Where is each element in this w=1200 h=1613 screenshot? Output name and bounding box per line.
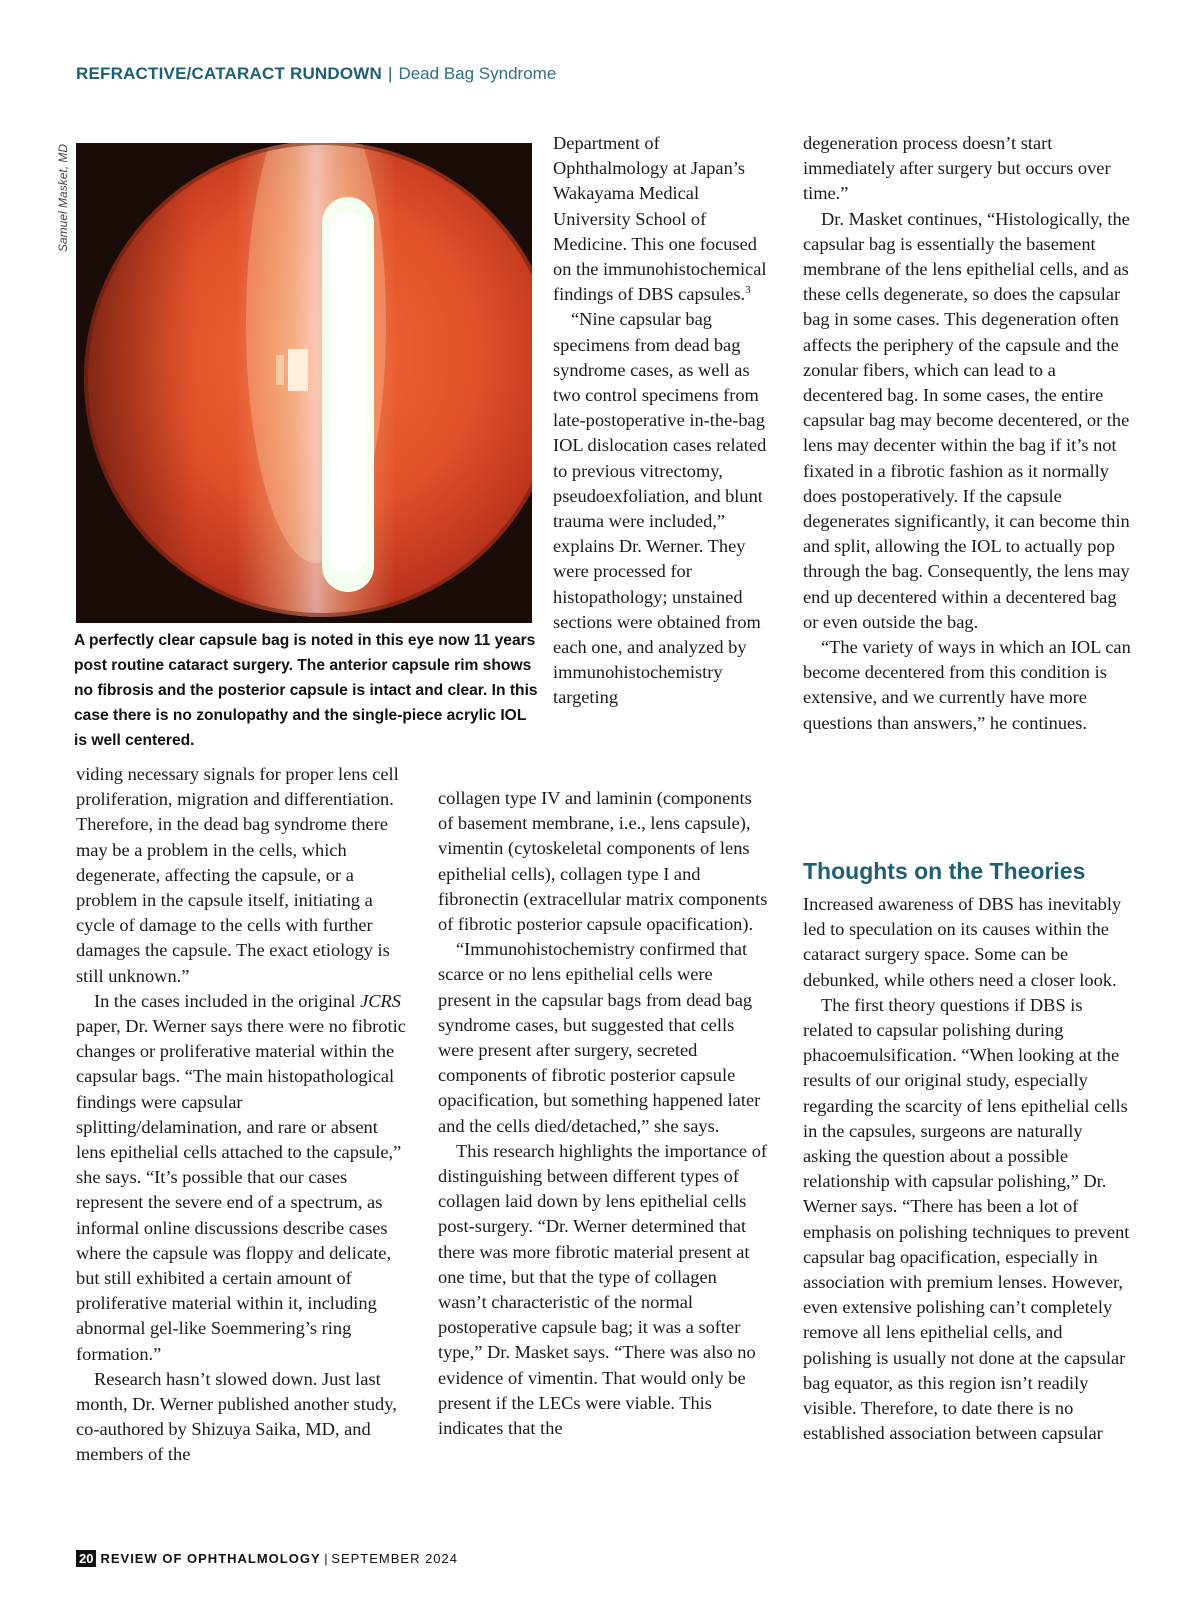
- journal-name: JCRS: [360, 990, 401, 1011]
- footer-separator: |: [324, 1551, 328, 1566]
- page-footer: [76, 1550, 458, 1567]
- paragraph: The first theory questions if DBS is related to capsular polishing during phacoemulsification. “When looking at the results of our original study, especially regarding the scarcity of lens epithelial cells in the capsules, surgeons are naturally asking the question about a possible relationship with capsular polishing,” Dr. Werner says. “There has been a lot of emphasis on polishing techniques to prevent capsular bag opacification, especially in association with premium lenses. However, even extensive polishing can’t completely remove all lens epithelial cells, and polishing is usually not done at the capsular bag equator, as this region isn’t readily visible. Therefore, to date there is no established association between capsular: [803, 994, 1130, 1444]
- paragraph: “The variety of ways in which an IOL can become decentered from this condition is extensive, and we currently have more questions than answers,” he continues.: [803, 637, 1131, 733]
- subheading: Thoughts on the Theories: [803, 858, 1086, 884]
- header-separator: |: [388, 64, 393, 83]
- text-run: paper, Dr. Werner says there were no fibrotic changes or proliferative material within the capsular bags. “The main histopathological findings were capsular splitting/delamination, and rare or absent lens epithelial cells attached to the capsule,” she says. “It’s possible that our cases represent the severe end of a spectrum, as informal online discussions describe cases where the capsule was floppy and delicate, but still exhibited a certain amount of proliferative material within it, including abnormal gel-like Soemmering’s ring formation.”: [76, 1016, 406, 1364]
- column-2-top: [553, 131, 768, 711]
- paragraph: collagen type IV and laminin (components of basement membrane, i.e., lens capsule), vimentin (cytoskeletal components of lens epithelial cells), collagen type I and fibronectin (extracellular matrix components of fibrotic posterior capsule opacification).: [438, 788, 768, 935]
- column-1: [76, 762, 406, 1468]
- article-topic: Dead Bag Syndrome: [398, 64, 557, 83]
- section-title: REFRACTIVE/CATARACT RUNDOWN: [76, 64, 383, 83]
- column-3-bottom: [803, 892, 1133, 1446]
- paragraph: [553, 131, 768, 307]
- photo-credit: Samuel Masket, MD: [56, 143, 70, 252]
- paragraph: Dr. Masket continues, “Histologically, the capsular bag is essentially the basement membrane of the lens epithelial cells, and as these cells degenerate, so does the capsular bag in some cases. This degeneration often affects the periphery of the capsule and the zonular fibers, which can lead to a decentered bag. In some cases, the entire capsular bag may become decentered, or the lens may decenter within the bag if it’s not fixated in a fibrotic fashion as it normally does postoperatively. If the capsule degenerates significantly, it can become thin and split, allowing the IOL to actually pop through the bag. Consequently, the lens may end up decentered within a decentered bag or even outside the bag.: [803, 208, 1130, 632]
- publication-name: REVIEW OF OPHTHALMOLOGY: [100, 1551, 321, 1566]
- paragraph: degeneration process doesn’t start immediately after surgery but occurs over time.”: [803, 133, 1111, 204]
- paragraph: viding necessary signals for proper lens cell proliferation, migration and differentiation. Therefore, in the dead bag syndrome there may be a problem in the cells, which degenerate, affecting the capsule, or a problem in the capsule itself, initiating a cycle of damage to the cells with further damages the capsule. The exact etiology is still unknown.”: [76, 764, 399, 986]
- retroillumination-photo: [76, 143, 532, 623]
- issue-date: SEPTEMBER 2024: [331, 1551, 458, 1566]
- photo-caption: A perfectly clear capsule bag is noted in this eye now 11 years post routine cataract surgery. The anterior capsule rim shows no fibrosis and the posterior capsule is intact and clear. In this case there is no zonulopathy and the single-piece acrylic IOL is well centered.: [74, 632, 538, 749]
- paragraph: [76, 989, 406, 1367]
- paragraph: Increased awareness of DBS has inevitably led to speculation on its causes within the cataract surgery space. Some can be debunked, while others need a closer look.: [803, 894, 1122, 990]
- paragraph: Research hasn’t slowed down. Just last month, Dr. Werner published another study, co-authored by Shizuya Saika, MD, and members of the: [76, 1368, 397, 1465]
- running-header: [76, 64, 556, 84]
- column-2-bottom: [438, 786, 768, 1441]
- reference-marker: 3: [745, 284, 751, 297]
- text-run: In the cases included in the original: [94, 990, 361, 1011]
- page-number: 20: [76, 1550, 96, 1567]
- paragraph: “Immunohistochemistry confirmed that scarce or no lens epithelial cells were present in the capsular bags from dead bag syndrome cases, but suggested that cells were present after surgery, secreted components of fibrotic posterior capsule opacification, but something happened later and the cells died/detached,” she says.: [438, 939, 761, 1136]
- text-run: Department of Ophthalmology at Japan’s Wakayama Medical University School of Medicine. This one focused on the immunohistochemical findings of DBS capsules.: [553, 133, 767, 305]
- paragraph: This research highlights the importance of distinguishing between different types of collagen laid down by lens epithelial cells post-surgery. “Dr. Werner determined that there was more fibrotic material present at one time, but that the type of collagen wasn’t characteristic of the normal postoperative capsule bag; it was a softer type,” Dr. Masket says. “There was also no evidence of vimentin. That would only be present if the LECs were viable. This indicates that the: [438, 1140, 768, 1439]
- paragraph: “Nine capsular bag specimens from dead bag syndrome cases, as well as two control specimens from late-postoperative in-the-bag IOL dislocation cases related to previous vitrectomy, pseudoexfoliation, and blunt trauma were included,” explains Dr. Werner. They were processed for histopathology; unstained sections were obtained from each one, and analyzed by immunohistochemistry targeting: [553, 309, 767, 708]
- column-3-top: [803, 131, 1133, 736]
